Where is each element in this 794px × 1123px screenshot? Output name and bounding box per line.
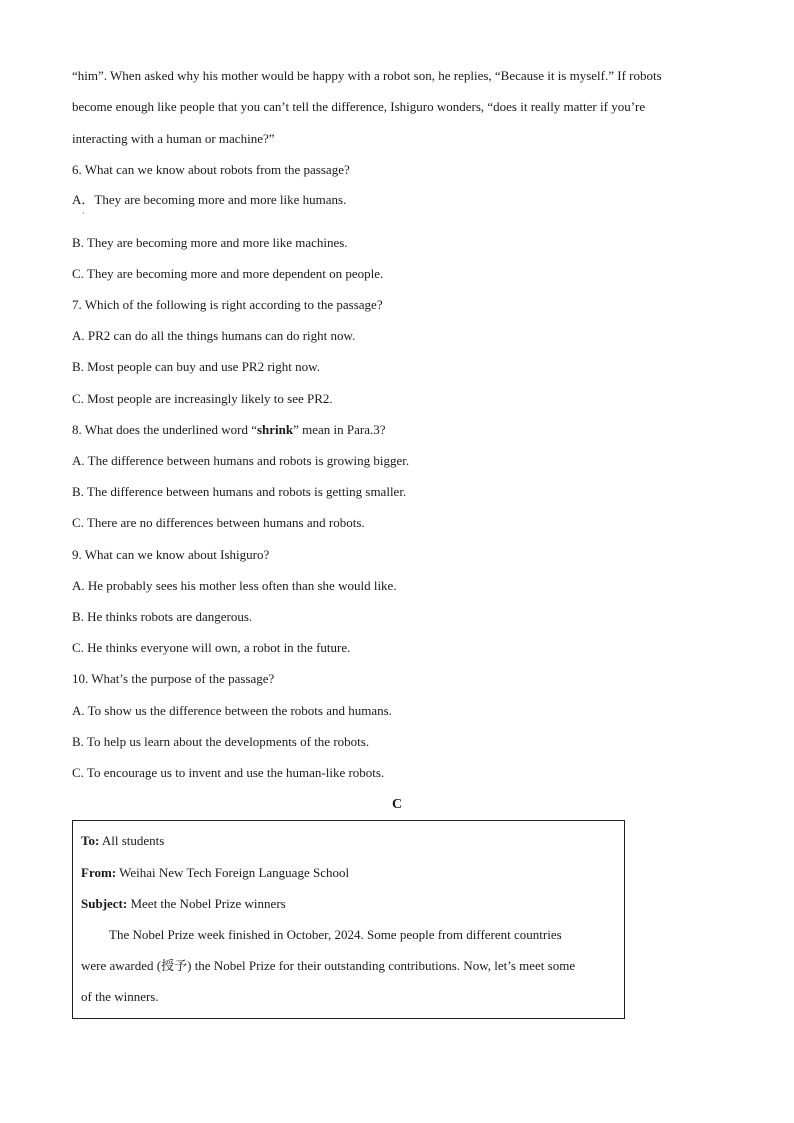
- passage-line: become enough like people that you can’t tell the difference, Ishiguro wonders, “does it really matter if you’re: [72, 99, 646, 114]
- question-8-stem: [72, 422, 386, 438]
- question-10-stem: 10. What’s the purpose of the passage?: [72, 671, 275, 686]
- question-9-option-b: B. He thinks robots are dangerous.: [72, 609, 253, 624]
- question-10-option-c: C. To encourage us to invent and use the human-like robots.: [72, 765, 385, 780]
- notice-box: [72, 820, 625, 1019]
- question-8-stem-post: ” mean in Para.3?: [293, 422, 386, 437]
- underlined-word: shrink: [256, 422, 294, 437]
- passage-line: interacting with a human or machine?”: [72, 131, 275, 146]
- subject-label: Subject:: [81, 896, 128, 911]
- notice-to: [81, 833, 164, 849]
- question-8-stem-pre: 8. What does the underlined word “: [72, 422, 257, 437]
- notice-subject: [81, 896, 286, 912]
- from-label: From:: [81, 865, 117, 880]
- notice-body-line: were awarded (授予) the Nobel Prize for their outstanding contributions. Now, let’s meet some: [81, 958, 576, 973]
- question-9-option-c: C. He thinks everyone will own, a robot in the future.: [72, 640, 351, 655]
- notice-body-line: of the winners.: [81, 989, 159, 1004]
- question-6-option-c: C. They are becoming more and more dependent on people.: [72, 266, 384, 281]
- question-8-option-a: A. The difference between humans and robots is growing bigger.: [72, 453, 410, 468]
- question-6-option-b: B. They are becoming more and more like machines.: [72, 235, 348, 250]
- question-9-option-a: A. He probably sees his mother less often than she would like.: [72, 578, 397, 593]
- question-8-option-c: C. There are no differences between humans and robots.: [72, 515, 365, 530]
- question-10-option-b: B. To help us learn about the developments of the robots.: [72, 734, 370, 749]
- to-label: To:: [81, 833, 100, 848]
- question-7-stem: 7. Which of the following is right according to the passage?: [72, 297, 383, 312]
- question-7-option-a: A. PR2 can do all the things humans can do right now.: [72, 328, 356, 343]
- answer-mark: ·: [82, 209, 85, 218]
- to-value: All students: [101, 833, 165, 848]
- question-6-option-a: A．They are becoming more and more like humans.: [72, 192, 347, 207]
- question-8-option-b: B. The difference between humans and robots is getting smaller.: [72, 484, 407, 499]
- question-6-stem: 6. What can we know about robots from the passage?: [72, 162, 350, 177]
- passage-line: “him”. When asked why his mother would be happy with a robot son, he replies, “Because it is myself.” If robots: [72, 68, 662, 83]
- question-9-stem: 9. What can we know about Ishiguro?: [72, 547, 270, 562]
- notice-from: [81, 865, 349, 881]
- question-7-option-b: B. Most people can buy and use PR2 right now.: [72, 359, 320, 374]
- question-7-option-c: C. Most people are increasingly likely to see PR2.: [72, 391, 333, 406]
- subject-value: Meet the Nobel Prize winners: [130, 896, 286, 911]
- from-value: Weihai New Tech Foreign Language School: [119, 865, 350, 880]
- notice-body-line: The Nobel Prize week finished in October, 2024. Some people from different countries: [109, 927, 562, 942]
- question-10-option-a: A. To show us the difference between the robots and humans.: [72, 703, 392, 718]
- section-c-title: C: [391, 797, 403, 812]
